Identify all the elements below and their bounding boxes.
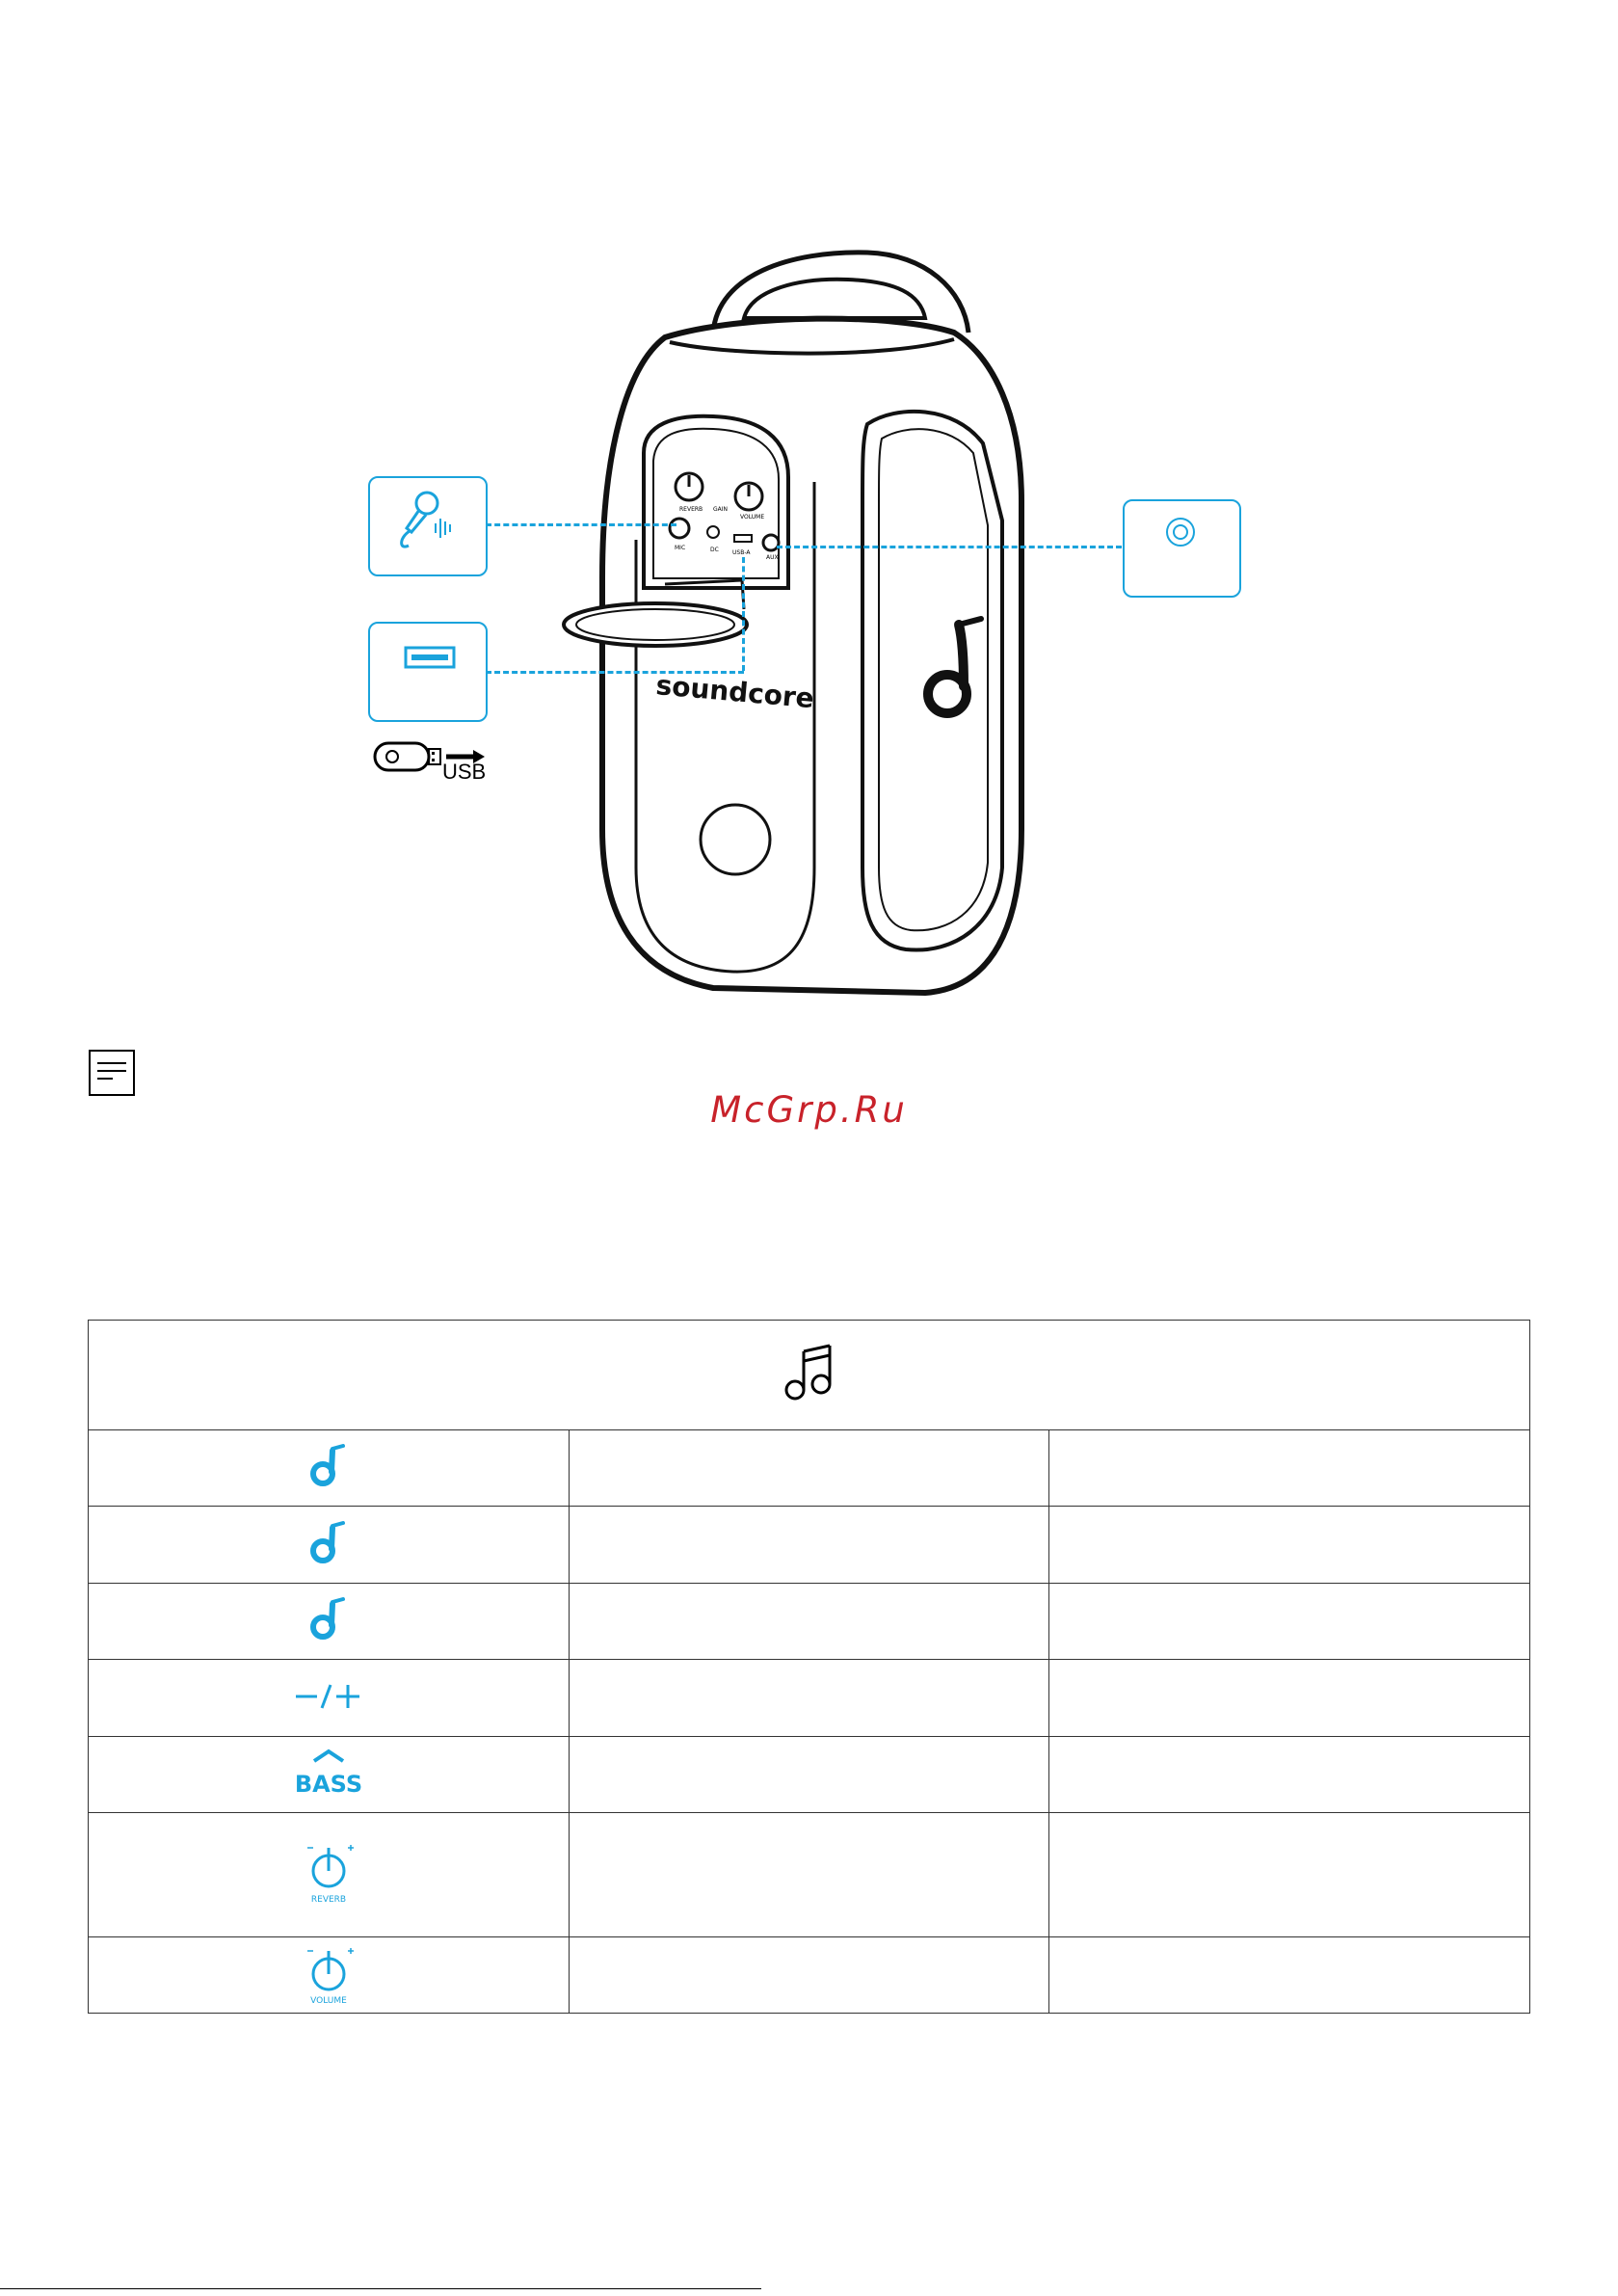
mic-connector-line xyxy=(486,523,676,526)
table-icon-cell xyxy=(89,1660,570,1737)
table-cell xyxy=(569,1430,1049,1507)
usb-port-icon xyxy=(370,624,486,720)
volume-knob-icon xyxy=(290,1939,367,2007)
table-cell xyxy=(1049,1937,1530,2014)
speaker-illustration xyxy=(0,0,1618,1041)
bass-up-icon xyxy=(290,1744,367,1802)
table-icon-cell xyxy=(89,1430,570,1507)
aux-connector-line xyxy=(777,546,1122,548)
table-cell xyxy=(1049,1813,1530,1937)
table-cell xyxy=(1049,1660,1530,1737)
table-icon-cell xyxy=(89,1813,570,1937)
table-cell xyxy=(1049,1430,1530,1507)
panel-label-dc: DC xyxy=(710,547,719,553)
table-cell xyxy=(569,1584,1049,1660)
panel-label-reverb: REVERB xyxy=(679,506,703,513)
aux-jack-icon xyxy=(1125,501,1239,596)
table-cell xyxy=(1049,1737,1530,1813)
usb-connector-line-h xyxy=(486,671,744,674)
table-header-row xyxy=(89,1321,1530,1430)
panel-label-gain: GAIN xyxy=(713,506,729,513)
volume-minus-plus-icon xyxy=(290,1677,367,1716)
brand-soundcore: soundcore xyxy=(654,669,816,715)
reverb-label: REVERB xyxy=(310,1895,346,1905)
table-row xyxy=(89,1937,1530,2014)
usb-caption: USB xyxy=(442,760,487,784)
table-icon-cell xyxy=(89,1937,570,2014)
mic-port-box xyxy=(368,476,488,576)
soundcore-logo-icon xyxy=(300,1590,358,1648)
table-icon-cell xyxy=(89,1737,570,1813)
table-icon-cell xyxy=(89,1584,570,1660)
table-row xyxy=(89,1813,1530,1937)
table-cell xyxy=(569,1937,1049,2014)
panel-label-volume: VOLUME xyxy=(740,514,765,521)
panel-label-aux: AUX xyxy=(766,554,779,561)
usb-port-box xyxy=(368,622,488,722)
table-header-cell xyxy=(89,1321,1530,1430)
table-row xyxy=(89,1660,1530,1737)
usb-connector-line-v xyxy=(742,557,745,671)
table-cell xyxy=(1049,1584,1530,1660)
table-cell xyxy=(569,1507,1049,1584)
watermark-text: McGrp.Ru xyxy=(710,1089,908,1131)
music-note-icon xyxy=(781,1340,838,1407)
feature-table xyxy=(88,1320,1530,2014)
table-row xyxy=(89,1584,1530,1660)
panel-label-usba: USB-A xyxy=(732,549,751,556)
table-row xyxy=(89,1507,1530,1584)
aux-port-box xyxy=(1123,499,1241,598)
volume-label: VOLUME xyxy=(309,1996,347,2006)
table-cell xyxy=(569,1813,1049,1937)
soundcore-logo-icon xyxy=(300,1437,358,1495)
table-cell xyxy=(569,1660,1049,1737)
bass-label: BASS xyxy=(294,1771,363,1798)
table-row xyxy=(89,1430,1530,1507)
soundcore-logo-icon xyxy=(300,1514,358,1572)
table-icon-cell xyxy=(89,1507,570,1584)
table-cell xyxy=(1049,1507,1530,1584)
footer-rule xyxy=(0,2288,761,2289)
panel-label-mic: MIC xyxy=(675,545,686,551)
table-row xyxy=(89,1737,1530,1813)
microphone-icon xyxy=(370,478,486,574)
reverb-knob-icon xyxy=(290,1834,367,1911)
table-cell xyxy=(569,1737,1049,1813)
